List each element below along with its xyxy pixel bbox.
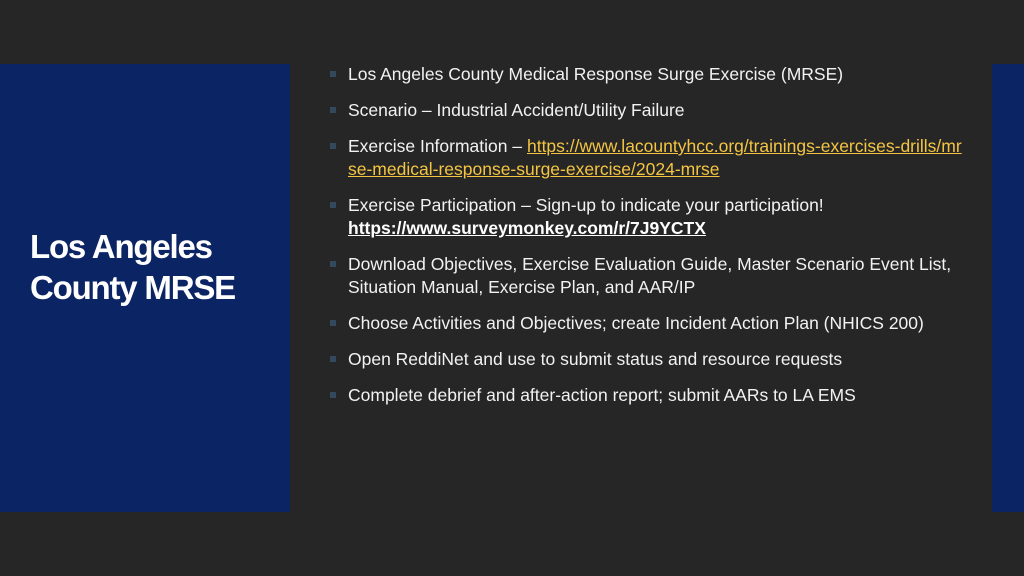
slide-title-line-1: Los Angeles	[30, 228, 212, 265]
list-item-text: Open ReddiNet and use to submit status and resource requests	[348, 349, 843, 369]
bullet-icon	[330, 392, 336, 398]
list-item-text: Scenario – Industrial Accident/Utility Failure	[348, 100, 685, 120]
signup-link[interactable]: https://www.surveymonkey.com/r/7J9YCTX	[348, 218, 706, 238]
list-item-text: Choose Activities and Objectives; create Incident Action Plan (NHICS 200)	[348, 313, 924, 333]
list-item	[330, 312, 970, 335]
list-item-text: Download Objectives, Exercise Evaluation Guide, Master Scenario Event List, Situation Manual, Exercise Plan, and AAR/IP	[348, 254, 952, 297]
bullet-icon	[330, 143, 336, 149]
bullet-icon	[330, 202, 336, 208]
list-item-text: Complete debrief and after-action report; submit AARs to LA EMS	[348, 385, 856, 405]
list-item	[330, 253, 970, 299]
list-item	[330, 99, 970, 122]
bullet-icon	[330, 71, 336, 77]
list-item-text: Exercise Participation – Sign-up to indicate your participation!	[348, 195, 824, 215]
right-accent-strip	[992, 64, 1024, 512]
list-item	[330, 384, 970, 407]
bullet-icon	[330, 261, 336, 267]
list-item	[330, 194, 970, 240]
list-item-text: Los Angeles County Medical Response Surge Exercise (MRSE)	[348, 64, 844, 84]
list-item-text: Exercise Information –	[348, 136, 527, 156]
slide-title	[30, 226, 280, 308]
list-item	[330, 135, 970, 181]
bullet-icon	[330, 107, 336, 113]
bullet-list	[330, 63, 970, 420]
list-item	[330, 63, 970, 86]
bullet-icon	[330, 320, 336, 326]
list-item	[330, 348, 970, 371]
exercise-info-link[interactable]: https://www.lacountyhcc.org/trainings-exercises-drills/mrse-medical-response-surge-exercise/2024-mrse	[348, 136, 962, 179]
slide-title-line-2: County MRSE	[30, 269, 235, 306]
bullet-icon	[330, 356, 336, 362]
